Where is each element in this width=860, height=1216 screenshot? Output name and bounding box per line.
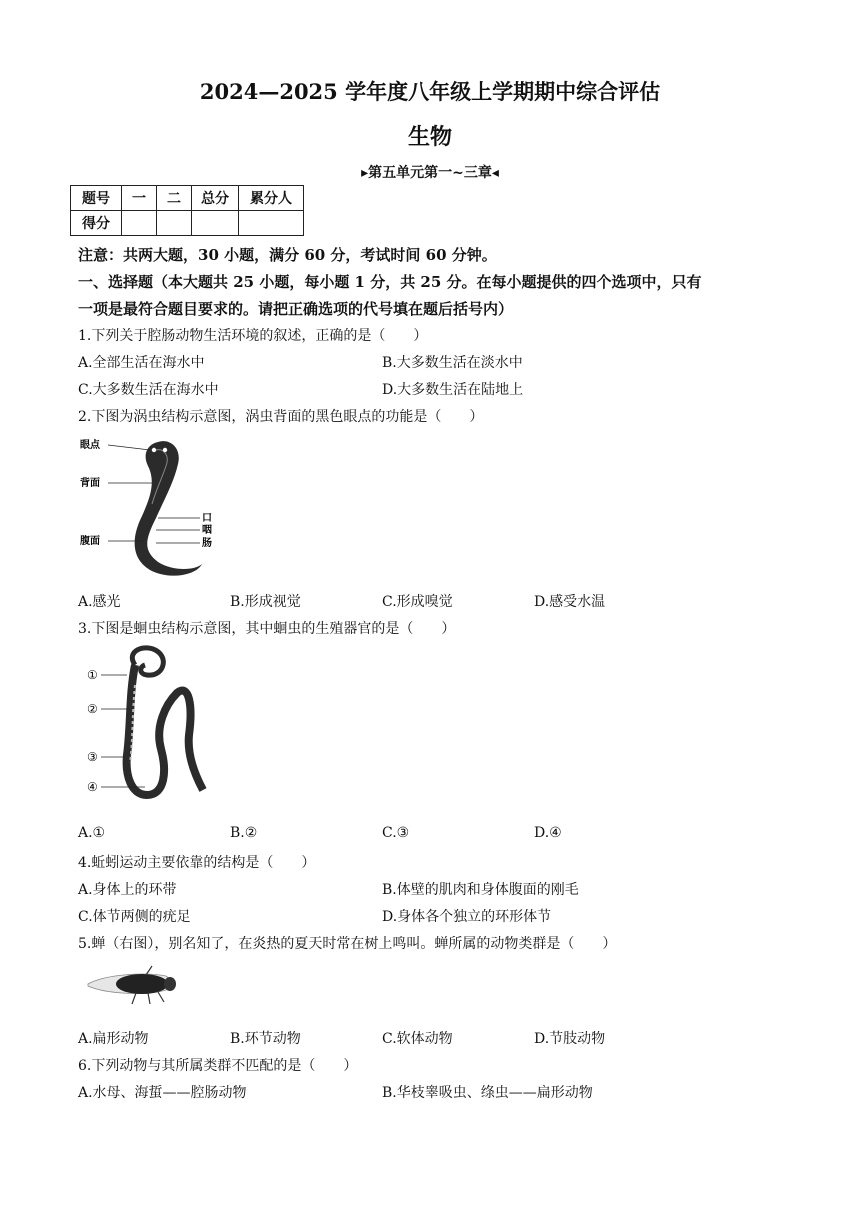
question-4-option-b[interactable]: B.体壁的肌肉和身体腹面的刚毛 bbox=[382, 882, 579, 898]
question-5-option-b[interactable]: B.环节动物 bbox=[230, 1031, 301, 1047]
question-3-option-a[interactable]: A.① bbox=[78, 825, 106, 841]
planarian-label-pharynx: 咽 bbox=[202, 525, 212, 536]
section-heading-line2: 一项是最符合题目要求的。请把正确选项的代号填在题后括号内） bbox=[78, 300, 514, 318]
roundworm-label-1: ① bbox=[87, 668, 98, 682]
score-cell[interactable] bbox=[122, 211, 157, 236]
question-5-stem: 5.蝉（右图），别名知了，在炎热的夏天时常在树上鸣叫。蝉所属的动物类群是（ ） bbox=[78, 936, 617, 952]
score-cell[interactable] bbox=[239, 211, 304, 236]
question-5-option-d[interactable]: D.节肢动物 bbox=[534, 1031, 606, 1047]
subject-title: 生物 bbox=[407, 124, 452, 150]
exam-title: 2024—2025 学年度八年级上学期期中综合评估 bbox=[199, 79, 661, 104]
question-3-option-d[interactable]: D.④ bbox=[534, 825, 562, 841]
question-6-stem: 6.下列动物与其所属类群不匹配的是（ ） bbox=[78, 1058, 358, 1074]
section-heading-line1: 一、选择题（本大题共 25 小题，每小题 1 分，共 25 分。在每小题提供的四个选项中，只有 bbox=[78, 273, 702, 291]
question-6-option-a[interactable]: A.水母、海蜇——腔肠动物 bbox=[78, 1085, 247, 1101]
score-table bbox=[70, 185, 304, 236]
question-1-option-d[interactable]: D.大多数生活在陆地上 bbox=[382, 382, 524, 398]
cicada-image bbox=[86, 960, 182, 1010]
question-4-stem: 4.蚯蚓运动主要依靠的结构是（ ） bbox=[78, 855, 316, 871]
unit-range: ▸第五单元第一~三章◂ bbox=[361, 165, 499, 181]
question-1-option-b[interactable]: B.大多数生活在淡水中 bbox=[382, 355, 523, 371]
score-cell: 总分 bbox=[192, 186, 239, 211]
score-cell[interactable] bbox=[192, 211, 239, 236]
score-table-score-row bbox=[71, 211, 304, 236]
roundworm-label-4: ④ bbox=[87, 780, 98, 794]
question-2-option-c[interactable]: C.形成嗅觉 bbox=[382, 594, 453, 610]
question-6-option-b[interactable]: B.华枝睾吸虫、绦虫——扁形动物 bbox=[382, 1085, 593, 1101]
question-3-option-c[interactable]: C.③ bbox=[382, 825, 410, 841]
roundworm-diagram bbox=[85, 645, 225, 815]
score-table-header-row bbox=[71, 186, 304, 211]
score-cell: 一 bbox=[122, 186, 157, 211]
question-4-option-a[interactable]: A.身体上的环带 bbox=[78, 882, 177, 898]
score-cell: 得分 bbox=[71, 211, 122, 236]
exam-notice: 注意：共两大题，30 小题，满分 60 分，考试时间 60 分钟。 bbox=[78, 246, 497, 264]
question-1-option-c[interactable]: C.大多数生活在海水中 bbox=[78, 382, 219, 398]
question-2-option-a[interactable]: A.感光 bbox=[78, 594, 121, 610]
question-5-option-a[interactable]: A.扁形动物 bbox=[78, 1031, 149, 1047]
question-4-option-c[interactable]: C.体节两侧的疣足 bbox=[78, 909, 191, 925]
question-4-option-d[interactable]: D.身体各个独立的环形体节 bbox=[382, 909, 552, 925]
roundworm-label-3: ③ bbox=[87, 750, 98, 764]
planarian-label-eyespot: 眼点 bbox=[80, 440, 100, 451]
score-cell[interactable] bbox=[157, 211, 192, 236]
score-cell: 累分人 bbox=[239, 186, 304, 211]
planarian-label-mouth: 口 bbox=[202, 513, 212, 524]
score-cell: 题号 bbox=[71, 186, 122, 211]
planarian-label-dorsal: 背面 bbox=[80, 478, 100, 489]
question-5-option-c[interactable]: C.软体动物 bbox=[382, 1031, 453, 1047]
question-3-option-b[interactable]: B.② bbox=[230, 825, 258, 841]
planarian-label-intestine: 肠 bbox=[202, 538, 212, 549]
question-1-stem: 1.下列关于腔肠动物生活环境的叙述，正确的是（ ） bbox=[78, 328, 428, 344]
question-2-option-b[interactable]: B.形成视觉 bbox=[230, 594, 301, 610]
score-cell: 二 bbox=[157, 186, 192, 211]
roundworm-label-2: ② bbox=[87, 702, 98, 716]
planarian-label-ventral: 腹面 bbox=[80, 536, 100, 547]
question-3-stem: 3.下图是蛔虫结构示意图，其中蛔虫的生殖器官的是（ ） bbox=[78, 621, 456, 637]
question-1-option-a[interactable]: A.全部生活在海水中 bbox=[78, 355, 205, 371]
planarian-diagram bbox=[78, 430, 218, 580]
question-2-option-d[interactable]: D.感受水温 bbox=[534, 594, 606, 610]
question-2-stem: 2.下图为涡虫结构示意图，涡虫背面的黑色眼点的功能是（ ） bbox=[78, 409, 484, 425]
